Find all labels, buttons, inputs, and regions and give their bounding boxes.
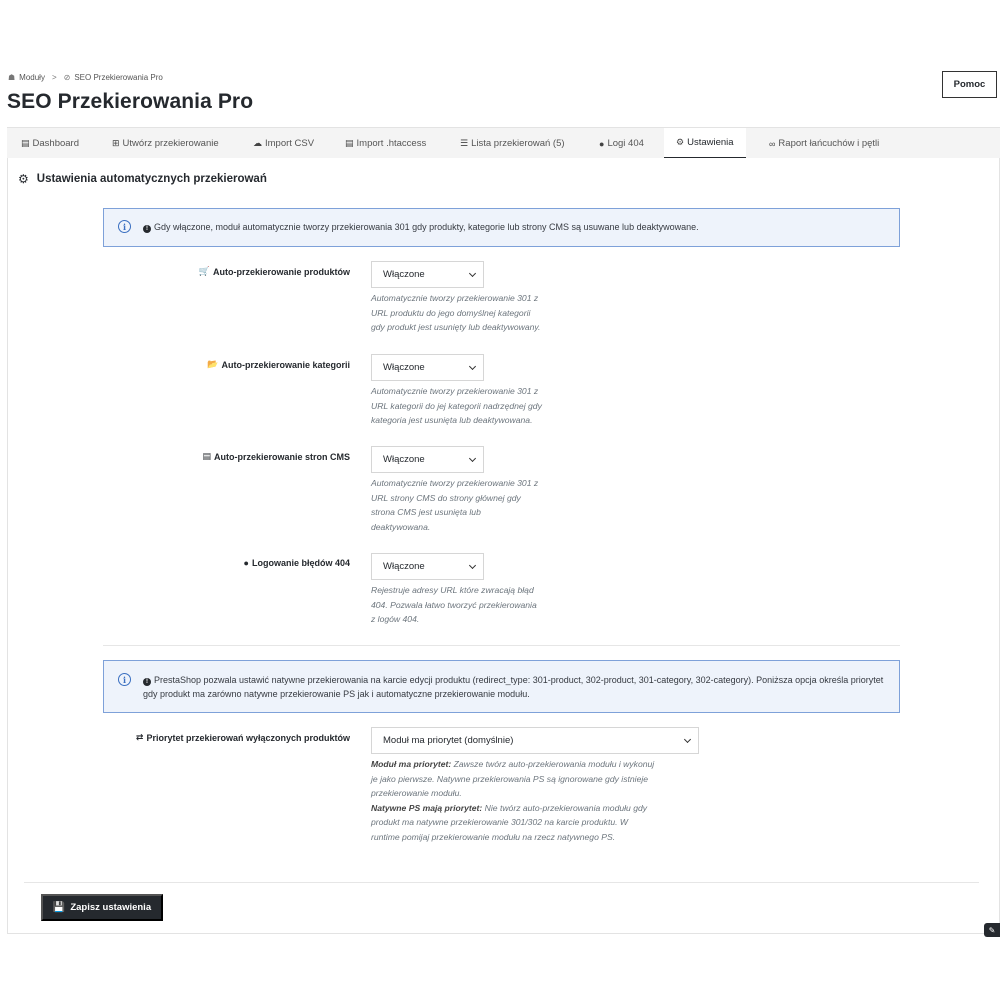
tab-label: Lista przekierowań (5) (471, 138, 565, 149)
tab-label: Import .htaccess (356, 138, 427, 149)
tab-label: Import CSV (265, 138, 315, 149)
label-priority (136, 732, 350, 743)
help-line: kategoria jest usunięta lub deaktywowana. (371, 415, 533, 425)
label-text: Auto-przekierowanie produktów (212, 266, 350, 277)
floppy-disk-icon: 💾 (52, 902, 66, 913)
help-line (371, 757, 654, 772)
help-line: produkt ma natywne przekierowanie 301/302 na karcie produktu. W (371, 817, 628, 827)
select-value: Włączone (383, 362, 425, 373)
exclamation-circle-icon: ● (243, 558, 249, 568)
help-logging-404 (371, 583, 537, 627)
select-auto-redirect-products[interactable] (371, 261, 484, 288)
tab-label: Raport łańcuchów i pętli (778, 138, 880, 149)
chevron-down-icon (469, 363, 476, 370)
exclamation-icon: ! (143, 678, 151, 686)
tab-import-htaccess[interactable] (345, 128, 426, 159)
info-alert-auto-redirect (103, 208, 900, 247)
select-value: Włączone (383, 454, 425, 465)
help-line: Automatycznie tworzy przekierowanie 301 z (371, 386, 539, 396)
help-line: je jako pierwsze. Natywne przekierowania PS są ignorowane gdy istnieje (371, 773, 649, 784)
tab-redirect-list[interactable] (460, 128, 565, 159)
chevron-down-icon (684, 736, 691, 743)
tab-dashboard[interactable] (21, 128, 79, 159)
tab-label: Utwórz przekierowanie (122, 138, 219, 149)
select-value: Włączone (383, 269, 425, 280)
save-settings-button[interactable] (41, 894, 163, 921)
help-priority (371, 757, 654, 844)
help-line: runtime pomijaj przekierowanie modułu na rzecz natywnego PS. (371, 831, 616, 842)
label-auto-redirect-cms (202, 451, 350, 462)
help-line: deaktywowana. (371, 521, 431, 532)
footer-divider (24, 882, 979, 883)
tabs-bar (7, 127, 1000, 158)
link-icon: ∞ (769, 138, 776, 149)
puzzle-icon: ☗ (8, 73, 16, 82)
chevron-down-icon (469, 562, 476, 569)
save-label: Zapisz ustawienia (70, 902, 152, 913)
list-icon: ☰ (460, 138, 469, 148)
help-line: przekierowanie modułu. (371, 788, 462, 798)
help-bold: Moduł ma priorytet: (371, 759, 452, 769)
tab-logs-404[interactable] (599, 128, 644, 159)
label-text: Priorytet przekierowań wyłączonych produktów (146, 732, 350, 743)
label-text: Auto-przekierowanie stron CMS (213, 451, 350, 462)
cogs-icon: ⚙ (676, 137, 685, 147)
help-line: gdy produkt jest usunięty lub deaktywowany. (371, 322, 541, 332)
cloud-upload-icon: ☁ (253, 138, 262, 148)
help-line: Automatycznie tworzy przekierowanie 301 z (371, 478, 539, 488)
help-auto-redirect-categories (371, 384, 542, 428)
tab-label: Dashboard (32, 138, 79, 149)
label-logging-404 (244, 558, 350, 568)
file-text-icon: ▤ (202, 451, 211, 461)
tab-import-csv[interactable] (253, 128, 314, 159)
exchange-icon: ⇄ (135, 732, 144, 742)
help-line: URL strony CMS do strony głównej gdy (371, 492, 521, 503)
panel-heading (18, 172, 267, 186)
page-title: SEO Przekierowania Pro (7, 90, 254, 113)
help-bold: Natywne PS mają priorytet: (371, 802, 483, 813)
help-text: Zawsze twórz auto-przekierowania modułu i wykonuj (453, 759, 655, 769)
bar-chart-icon: ▤ (21, 138, 30, 148)
breadcrumb-separator: > (51, 73, 57, 82)
tab-create-redirect[interactable] (112, 128, 219, 159)
exclamation-circle-icon: ● (599, 138, 605, 149)
help-line: 404. Pozwala łatwo tworzyć przekierowania (371, 599, 537, 610)
help-line: Automatycznie tworzy przekierowanie 301 z (371, 293, 539, 303)
module-icon: ⊘ (63, 73, 71, 82)
pencil-icon[interactable]: ✎ (984, 923, 1000, 937)
panel-title: Ustawienia automatycznych przekierowań (36, 173, 267, 185)
exclamation-icon: ! (143, 225, 151, 233)
shopping-cart-icon: 🛒 (198, 266, 210, 276)
breadcrumb-item-modules[interactable]: Moduły (19, 73, 45, 82)
tab-chain-report[interactable] (769, 128, 879, 159)
cogs-icon: ⚙ (18, 172, 29, 186)
help-line: strona CMS jest usunięta lub (371, 507, 481, 517)
file-icon: ▤ (345, 138, 354, 148)
help-auto-redirect-cms (371, 476, 538, 534)
breadcrumb (8, 73, 163, 82)
alert-message: Gdy włączone, moduł automatycznie tworzy przekierowania 301 gdy produkty, kategorie lub strony CMS są usuwane lub deaktywowane. (154, 222, 699, 232)
chevron-down-icon (469, 270, 476, 277)
help-line: Rejestruje adresy URL które zwracają błąd (371, 585, 534, 595)
info-alert-priority (103, 660, 900, 713)
select-auto-redirect-cms[interactable] (371, 446, 484, 473)
select-value: Włączone (383, 561, 425, 572)
alert-text (143, 673, 885, 701)
select-priority[interactable] (371, 727, 699, 754)
label-text: Auto-przekierowanie kategorii (221, 359, 350, 370)
plus-square-icon: ⊞ (112, 138, 120, 148)
info-icon: i (118, 673, 131, 686)
alert-text (143, 220, 699, 234)
info-icon: i (118, 220, 131, 233)
tab-label: Ustawienia (687, 137, 734, 148)
section-divider (103, 645, 900, 646)
help-line: z logów 404. (371, 614, 420, 624)
tab-label: Logi 404 (607, 138, 644, 149)
label-auto-redirect-products (199, 266, 350, 277)
label-auto-redirect-categories (207, 359, 350, 370)
alert-message: PrestaShop pozwala ustawić natywne przekierowania na karcie edycji produktu (redirect_type: 301-product, 302-product, 301-category, 302-category). Poniższa opcja określa priorytet gdy produkt ma zarówno natywne przekierowanie PS jak i automatyczne przekierowanie modułu. (143, 675, 884, 699)
help-line: URL produktu do jego domyślnej kategorii (371, 307, 531, 318)
folder-open-icon: 📂 (207, 359, 219, 369)
help-button[interactable]: Pomoc (942, 71, 997, 98)
help-line: URL kategorii do jej kategorii nadrzędnej gdy (371, 400, 542, 411)
select-value: Moduł ma priorytet (domyślnie) (383, 735, 514, 746)
help-line (371, 801, 654, 816)
tab-settings[interactable] (664, 128, 746, 159)
chevron-down-icon (469, 455, 476, 462)
select-logging-404[interactable] (371, 553, 484, 580)
breadcrumb-item-current: SEO Przekierowania Pro (74, 73, 163, 82)
label-text: Logowanie błędów 404 (251, 558, 350, 568)
help-text: Nie twórz auto-przekierowania modułu gdy (484, 802, 648, 813)
select-auto-redirect-categories[interactable] (371, 354, 484, 381)
help-auto-redirect-products (371, 291, 540, 335)
